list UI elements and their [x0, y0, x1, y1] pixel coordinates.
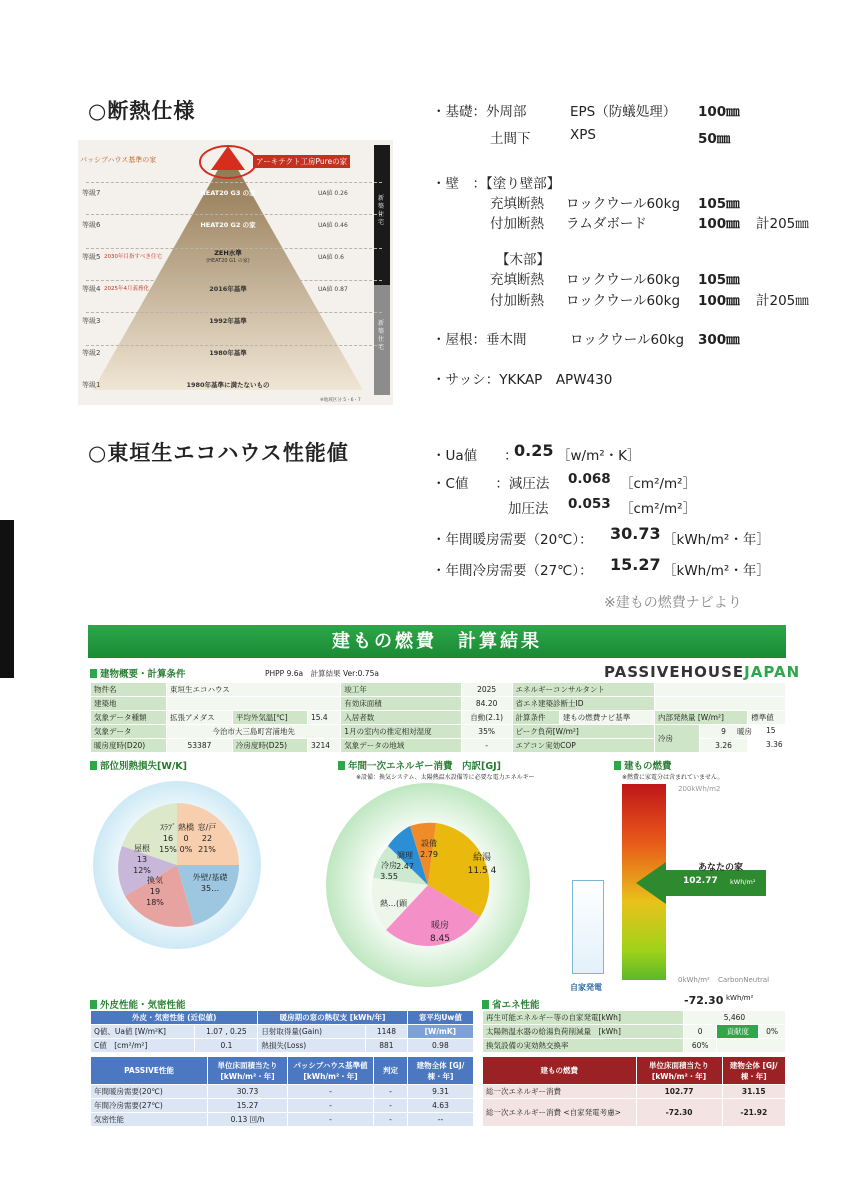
- pie1-roof: 屋根 13 12%: [133, 844, 151, 875]
- tier-1992: 1992年基準: [209, 317, 247, 325]
- perf-cool-value: 15.27: [610, 555, 661, 574]
- fuel-title: 建もの燃費: [614, 758, 672, 772]
- self-unit: kWh/m²: [726, 994, 754, 1002]
- pie2-cooling: 冷房 3.55: [380, 861, 398, 881]
- perf-heat-value: 30.73: [610, 524, 661, 543]
- spec-r1c: 105㎜: [698, 196, 740, 212]
- spec-r3b: ロックウール60kg: [566, 272, 681, 288]
- fuel-zero: 0kWh/m²: [678, 976, 710, 984]
- pie1-bridge: 熱橋 0 0%: [178, 823, 194, 854]
- perf-ua-label: ・Ua値 ：: [432, 448, 518, 464]
- envelope-title: 外皮性能・気密性能: [90, 997, 186, 1011]
- spec-r2b: ラムダボード: [566, 216, 647, 232]
- tier-zeh: ZEH水準: [214, 249, 242, 257]
- fuel-table: 建もの燃費 単位床面積当たり [kWh/m²・年] 建物全体 [GJ/棟・年] 総一次エネルギー消費 102.77 31.15 総一次エネルギー消費 <自家発電考慮> -72.30 -21.92: [482, 1056, 786, 1127]
- spec-r2c: 100㎜: [698, 216, 740, 232]
- note-2030: 2030年目指すべき住宅: [104, 254, 162, 260]
- you-value: 102.77: [683, 876, 718, 886]
- side-label-bottom: 新築住宅: [378, 320, 385, 351]
- spec-yane: ・屋根：垂木間: [432, 332, 527, 348]
- pyramid-graphic: [78, 140, 393, 405]
- perf-c-unit2: ［cm²/m²］: [620, 501, 697, 517]
- section-title-performance: ○東垣生エコハウス性能値: [88, 441, 349, 465]
- phpp-version: PHPP 9.6a 計算結果 Ver:0.75a: [265, 669, 379, 678]
- self-value: -72.30: [684, 994, 724, 1007]
- pyramid-footnote: ※地域区分 5・6・7: [320, 398, 361, 403]
- pie2-other: 熱…(顕: [380, 899, 408, 908]
- level-1: 等級1: [82, 381, 101, 389]
- self-label: 自家発電: [570, 983, 602, 992]
- envelope-table: 外皮・気密性能 (近似値) 暖房期の窓の熱収支 [kWh/年] 窓平均Uw値 Q値、Ua値 [W/m²K] 1.07 , 0.25 日射取得量(Gain) 1148 [W/mK] C値 [cm²/m²] 0.1 熱損失(Loss) 881 0.98: [90, 1010, 474, 1053]
- energy-title: 年間一次エネルギー消費 内訳[GJ]: [338, 758, 501, 772]
- spec-yane-mat: ロックウール60kg: [570, 332, 685, 348]
- spec-kiso-val: 100㎜: [698, 104, 740, 120]
- perf-c-unit1: ［cm²/m²］: [620, 476, 697, 492]
- level-4: 等級4: [82, 285, 101, 293]
- spec-doma-mat: XPS: [570, 127, 596, 143]
- perf-ua-value: 0.25: [514, 441, 554, 460]
- spec-kabe: ・壁 ：【塗り壁部】: [432, 176, 561, 192]
- perf-c-label: ・C値 ：減圧法: [432, 476, 550, 492]
- spec-r1a: 充填断熱: [490, 196, 544, 212]
- spec-r3c: 105㎜: [698, 272, 740, 288]
- pie2-cooking: 調理 2.47: [396, 851, 414, 871]
- passive-table: PASSIVE性能 単位床面積当たり [kWh/m²・年] パッシブハウス基準値 [kWh/m²・年] 判定 建物全体 [GJ/棟・年] 年間暖房需要(20℃) 30.73 - - 9.31 年間冷房需要(27℃) 15.27 - - 4.63 気密性能 0.13 回/h - - --: [90, 1056, 474, 1127]
- pie1-window: 窓/戸 22 21%: [197, 823, 217, 854]
- energy-pie: [322, 780, 534, 990]
- fuel-cn: CarbonNeutral: [718, 976, 770, 984]
- side-label-top: 新築住宅: [378, 195, 385, 226]
- pyramid-figure: [78, 140, 393, 405]
- spec-kiso-mat: EPS（防蟻処理）: [570, 104, 677, 120]
- spec-kiso: ・基礎：外周部: [432, 104, 527, 120]
- spec-r2a: 付加断熱: [490, 216, 544, 232]
- level-7: 等級7: [82, 189, 101, 197]
- perf-ua-unit: ［w/m²・K］: [557, 448, 641, 464]
- spec-r3a: 充填断熱: [490, 272, 544, 288]
- note-2025: 2025年4月義務化: [104, 286, 149, 292]
- legend-passive: パッシブハウス基準の家: [80, 156, 157, 164]
- pie1-vent: 換気 19 18%: [146, 876, 164, 907]
- heating-label: 暖房: [737, 727, 752, 736]
- energy-note: ※設備：換気システム、太陽熱温水設備等に必要な電力エネルギー: [356, 774, 535, 781]
- perf-cool-label: ・年間冷房需要（27℃）：: [432, 563, 593, 579]
- pie2-equipment: 設備 2.79: [420, 839, 438, 859]
- spec-r4b: ロックウール60kg: [566, 293, 681, 309]
- spec-r4c: 100㎜: [698, 293, 740, 309]
- level-3: 等級3: [82, 317, 101, 325]
- tier-1980: 1980年基準: [209, 349, 247, 357]
- tier-g1: (HEAT20 G1 の家): [206, 258, 250, 264]
- level-5: 等級5: [82, 253, 101, 261]
- savings-table: 再生可能エネルギー等の自家発電[kWh] 5,460 太陽熱温水器の給湯負荷削減量 [kWh] 0 貢献度 0% 換気設備の実効熱交換率 60%: [482, 1010, 786, 1053]
- fuel-note: ※燃費に家電分は含まれていません。: [622, 774, 724, 781]
- tier-g3: HEAT20 G3 の家: [200, 189, 256, 197]
- perf-heat-label: ・年間暖房需要（20℃）：: [432, 532, 593, 548]
- spec-r2d: 計205㎜: [756, 216, 809, 232]
- spec-r1b: ロックウール60kg: [566, 196, 681, 212]
- overview-title: 建物概要・計算条件: [90, 666, 186, 680]
- pie2-hotwater: 給湯 11.5 4: [467, 853, 497, 876]
- perf-c-value1: 0.068: [568, 471, 611, 487]
- spec-doma-val: 50㎜: [698, 131, 731, 147]
- perf-c-value2: 0.053: [568, 496, 611, 512]
- brand-logo: PASSIVEHOUSEJAPAN: [604, 663, 801, 681]
- savings-title: 省エネ性能: [482, 997, 540, 1011]
- self-bar: [572, 880, 604, 974]
- perf-cool-unit: ［kWh/m²・年］: [663, 563, 770, 579]
- heatloss-pie: [92, 770, 262, 960]
- spec-yane-val: 300㎜: [698, 332, 740, 348]
- ua-2016: UA値 0.87: [318, 286, 348, 293]
- ua-g3: UA値 0.26: [318, 190, 348, 197]
- overview-table: 物件名 東垣生エコハウス 竣工年 2025 エネルギーコンサルタント 建築地 有効床面積 84.20 省エネ建築診断士ID 気象データ種類 拡張アメダス 平均外気温[℃] 15.4 入居者数 自動(2.1) 計算条件 建もの燃費ナビ基準 内部発熱量 [W/m²] 標準値 気象データ 今治市大三島町宮浦地先 1月の室内の推定相対湿度 35% ピーク負荷[W/m²] 冷房 9 暖房度時(D20) 53387 冷房度時(D25) 3214 気象データの地域 - エアコン実効COP 3.26: [90, 682, 786, 753]
- spec-moku: 【木部】: [496, 252, 550, 268]
- pie2-heating: 暖房 8.45: [429, 921, 451, 944]
- heating-cop: 3.36: [766, 740, 783, 749]
- you-unit: kWh/m²: [730, 878, 756, 886]
- you-label: あなたの家: [698, 863, 744, 873]
- tier-2016: 2016年基準: [209, 285, 247, 293]
- perf-c-label2: 加圧法: [508, 501, 549, 517]
- spec-r4a: 付加断熱: [490, 293, 544, 309]
- section-title-insulation: ○断熱仕様: [88, 99, 196, 123]
- pie1-slab: ｽﾗﾌﾞ 16 15%: [159, 823, 177, 854]
- level-6: 等級6: [82, 221, 101, 229]
- level-2: 等級2: [82, 349, 101, 357]
- spec-r4d: 計205㎜: [756, 293, 809, 309]
- tier-g2: HEAT20 G2 の家: [200, 221, 256, 229]
- report-title: 建もの燃費 計算結果: [88, 625, 786, 658]
- legend-pure: アーキテクト工房Pureの家: [253, 155, 350, 168]
- spec-doma: 土間下: [490, 131, 531, 147]
- fuel-top: 200kWh/m2: [678, 785, 721, 793]
- tier-below-1980: 1980年基準に満たないもの: [186, 381, 270, 389]
- ua-zeh: UA値 0.6: [318, 254, 344, 261]
- source-note: ※建もの燃費ナビより: [604, 595, 742, 611]
- pie1-wall: 外壁/基礎 35…: [192, 873, 228, 893]
- ua-g2: UA値 0.46: [318, 222, 348, 229]
- heating-peak: 15: [766, 726, 776, 735]
- spec-sash: ・サッシ：YKKAP APW430: [432, 372, 613, 388]
- perf-heat-unit: ［kWh/m²・年］: [663, 532, 770, 548]
- side-marker: [0, 520, 14, 678]
- heatloss-title: 部位別熱損失[W/K]: [90, 758, 187, 772]
